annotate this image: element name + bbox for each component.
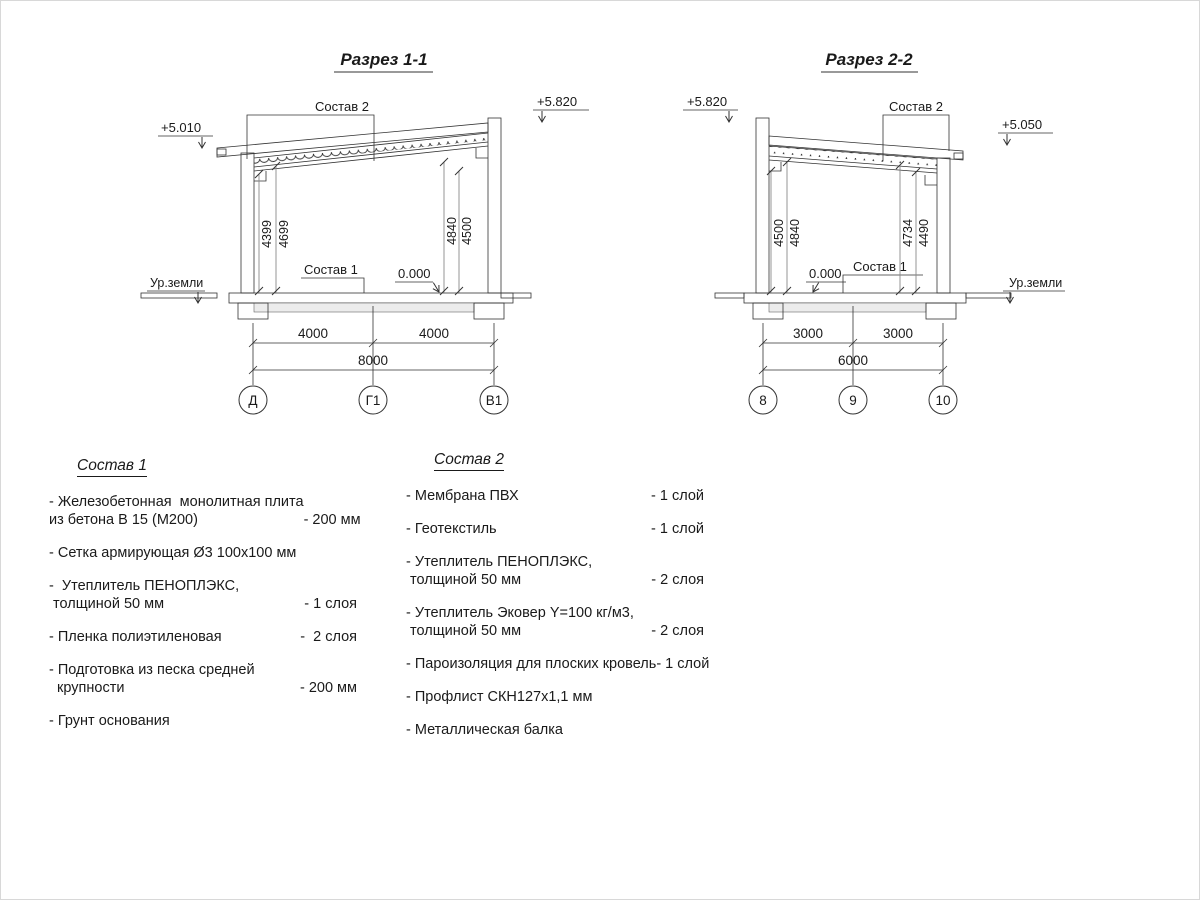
item-value: - 1 слой <box>651 521 704 537</box>
item-value: - 2 слоя <box>651 572 704 588</box>
item-value: - 200 мм <box>303 512 361 528</box>
section-1-wall-left <box>241 153 254 293</box>
item-value: - 2 слоя <box>651 623 704 639</box>
sections-drawing <box>1 1 1200 446</box>
axis-bubble-9: 9 <box>849 393 857 408</box>
section-2-2 <box>683 50 1065 414</box>
list-item <box>406 688 704 706</box>
section-1-zero-mark: 0.000 <box>398 266 431 281</box>
section-1-sostav1-label: Состав 1 <box>304 262 358 277</box>
section-1-dim-8000: 8000 <box>357 353 389 368</box>
sostav-1-heading-text: Состав 1 <box>77 457 147 477</box>
section-2-roof <box>769 136 963 185</box>
section-1-dim-4399: 4399 <box>260 220 274 248</box>
list-item <box>406 487 704 505</box>
ground-level-strip-left <box>141 293 217 298</box>
list-item <box>49 577 357 613</box>
item-text: - Профлист СКН127х1,1 мм <box>406 689 593 705</box>
sostav-1-heading <box>77 457 357 475</box>
section-2-wall-left-parapet <box>756 118 769 293</box>
item-text: - Пароизоляция для плоских кровель <box>406 656 657 672</box>
section-1-dim-4000-right: 4000 <box>418 326 450 341</box>
item-text: толщиной 50 мм <box>49 596 165 612</box>
section-1-elev-left-arrow-icon <box>199 137 206 148</box>
section-2-zero-mark: 0.000 <box>809 266 842 281</box>
ground-level-strip-left <box>715 293 744 298</box>
section-1-dim-4000-left: 4000 <box>297 326 329 341</box>
section-2-title: Разрез 2-2 <box>825 50 913 69</box>
section-2-wall-right <box>937 158 950 293</box>
section-1-bottom-dims <box>249 306 498 385</box>
item-text: - Утеплитель Эковер Y=100 кг/м3, <box>406 605 634 621</box>
list-item <box>49 628 357 646</box>
list-item <box>406 604 704 640</box>
item-value: - 2 слоя <box>300 629 357 645</box>
item-text: крупности <box>49 680 125 696</box>
section-2-dim-3000-right: 3000 <box>882 326 914 341</box>
section-2-dim-4734: 4734 <box>901 219 915 247</box>
section-2-elev-left-arrow-icon <box>726 111 733 122</box>
section-2-sostav2-label: Состав 2 <box>889 99 943 114</box>
section-2-dim-3000-left: 3000 <box>792 326 824 341</box>
section-2-floor <box>715 293 1011 319</box>
section-2-dim-4840: 4840 <box>788 219 802 247</box>
sostav-2-heading-text: Состав 2 <box>434 451 504 471</box>
section-2-sostav2-leader <box>883 115 949 161</box>
item-text: из бетона В 15 (М200) <box>49 512 198 528</box>
item-text: - Мембрана ПВХ <box>406 488 519 504</box>
axis-bubble-10: 10 <box>935 393 951 408</box>
section-1-elev-left: +5.010 <box>161 120 202 135</box>
section-1-title: Разрез 1-1 <box>340 50 428 69</box>
section-2-ground-arrow-icon <box>1007 292 1014 303</box>
section-1-dim-4500: 4500 <box>460 217 474 245</box>
section-1-zero-arrow-icon <box>430 281 442 294</box>
axis-bubble-d: Д <box>248 393 258 408</box>
section-1-axis-bubbles <box>239 386 508 414</box>
section-2-sostav1-label: Состав 1 <box>853 259 907 274</box>
section-2-elev-right: +5.050 <box>1002 117 1043 132</box>
item-text: - Пленка полиэтиленовая <box>49 629 222 645</box>
item-value: - 1 слоя <box>304 596 357 612</box>
item-value: - 1 слой <box>656 656 710 672</box>
list-item <box>406 721 704 739</box>
item-text: толщиной 50 мм <box>406 572 522 588</box>
item-text: толщиной 50 мм <box>406 623 522 639</box>
list-item <box>49 661 357 697</box>
item-text: - Железобетонная монолитная плита <box>49 494 304 510</box>
list-item <box>406 520 704 538</box>
item-text: - Утеплитель ПЕНОПЛЭКС, <box>49 578 240 594</box>
section-2-axis-bubbles <box>749 386 957 414</box>
list-item <box>49 544 357 562</box>
section-1-floor <box>141 293 531 319</box>
item-text: - Утеплитель ПЕНОПЛЭКС, <box>406 554 593 570</box>
axis-bubble-v1: В1 <box>485 393 503 408</box>
section-1-dim-4840: 4840 <box>445 217 459 245</box>
item-value: - 200 мм <box>299 680 357 696</box>
section-2-ground-label: Ур.земли <box>1009 276 1063 290</box>
section-2-elev-left: +5.820 <box>687 94 728 109</box>
section-1-wall-right-parapet <box>488 118 501 293</box>
ground-level-strip-right <box>501 293 531 298</box>
item-text: - Грунт основания <box>49 713 170 729</box>
section-2-dim-4500: 4500 <box>772 219 786 247</box>
section-1-roof <box>217 123 488 181</box>
axis-bubble-8: 8 <box>759 393 767 408</box>
section-1-sostav1-leader <box>301 278 364 293</box>
section-1-elev-right-arrow-icon <box>539 111 546 122</box>
ground-level-strip-right <box>966 293 1011 298</box>
section-1-ground-arrow-icon <box>195 292 202 303</box>
item-text: - Сетка армирующая Ø3 100х100 мм <box>49 545 297 561</box>
list-item <box>406 655 710 673</box>
section-1-1 <box>141 50 589 414</box>
sostav-2-list <box>406 451 710 754</box>
sostav-2-heading <box>434 451 704 469</box>
section-2-dim-6000: 6000 <box>837 353 869 368</box>
section-1-elev-right: +5.820 <box>537 94 578 109</box>
section-2-dim-4490: 4490 <box>917 219 931 247</box>
item-value: - 1 слой <box>651 488 704 504</box>
section-2-elev-right-arrow-icon <box>1004 134 1011 145</box>
axis-bubble-g1: Г1 <box>365 393 381 408</box>
section-1-dim-4699: 4699 <box>277 220 291 248</box>
section-2-sostav1-leader <box>843 275 923 293</box>
sostav-1-list <box>49 457 361 745</box>
list-item <box>49 712 357 730</box>
item-text: - Подготовка из песка средней <box>49 662 255 678</box>
item-text: - Металлическая балка <box>406 722 563 738</box>
list-item <box>49 493 361 529</box>
section-1-sostav2-label: Состав 2 <box>315 99 369 114</box>
section-2-zero-arrow-icon <box>810 281 822 294</box>
section-2-bottom-dims <box>759 306 947 385</box>
section-1-ground-label: Ур.земли <box>150 276 204 290</box>
item-text: - Геотекстиль <box>406 521 497 537</box>
list-item <box>406 553 704 589</box>
